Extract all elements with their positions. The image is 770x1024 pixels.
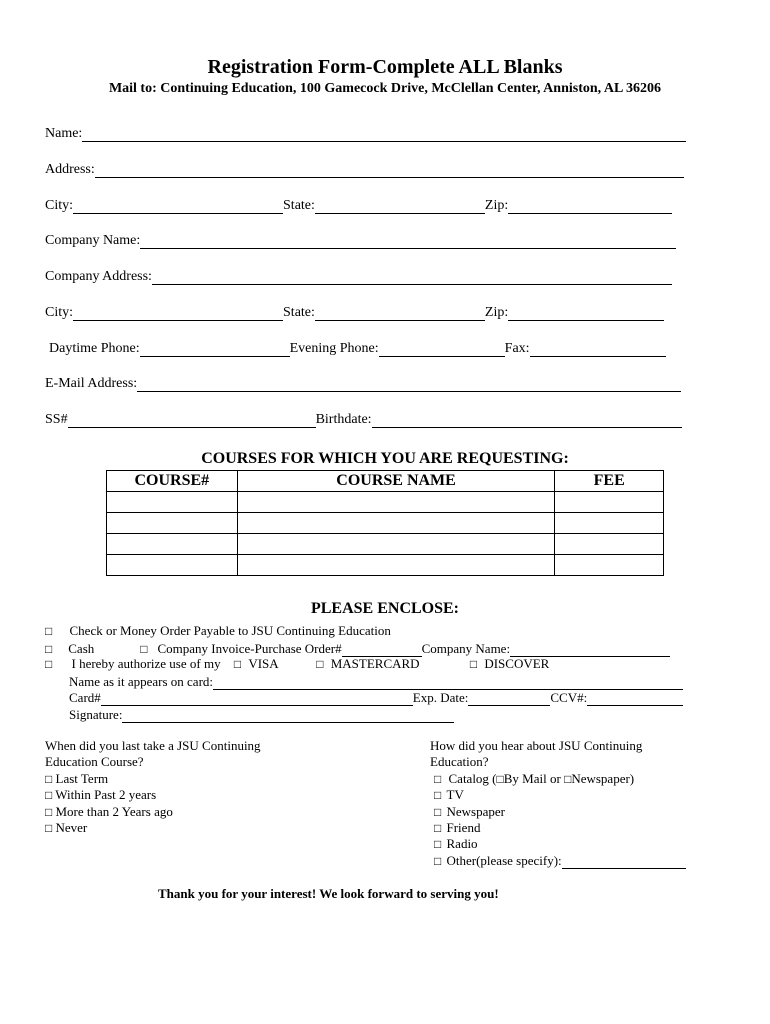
course-name-cell[interactable] <box>237 492 555 513</box>
course-number-cell[interactable] <box>107 534 238 555</box>
newspaper-catalog-checkbox[interactable]: □ <box>564 771 572 786</box>
course-name-header: COURSE NAME <box>237 471 555 492</box>
by-mail-checkbox[interactable]: □ <box>496 771 504 786</box>
other-checkbox[interactable]: □ <box>434 853 442 868</box>
table-row <box>107 555 664 576</box>
tv-checkbox[interactable]: □ <box>434 788 442 803</box>
phone-row <box>49 339 666 357</box>
company-invoice-label: Company Invoice-Purchase Order# <box>157 641 342 656</box>
company-state-label: State: <box>283 305 315 320</box>
company-city-field[interactable] <box>73 308 283 321</box>
daytime-phone-field[interactable] <box>140 344 290 357</box>
company-invoice-checkbox[interactable]: □ <box>140 642 148 656</box>
company-zip-label: Zip: <box>484 305 509 320</box>
hear-option[interactable]: □ Newspaper <box>434 803 505 819</box>
evening-phone-field[interactable] <box>379 344 505 357</box>
table-row <box>107 513 664 534</box>
company-city-label: City: <box>45 305 74 320</box>
last-course-option[interactable]: □ Within Past 2 years <box>45 787 157 803</box>
table-row <box>107 534 664 555</box>
mastercard-label: MASTERCARD <box>330 656 420 671</box>
ss-birthdate-row <box>45 410 682 428</box>
company-state-field[interactable] <box>315 308 485 321</box>
ccv-field[interactable] <box>587 693 683 706</box>
city-label: City: <box>45 198 74 213</box>
exp-date-field[interactable] <box>468 693 550 706</box>
check-money-checkbox[interactable]: □ <box>45 624 53 638</box>
course-number-cell[interactable] <box>107 555 238 576</box>
state-label: State: <box>283 198 315 213</box>
more-than-2-years-checkbox[interactable]: □ <box>45 804 53 819</box>
discover-checkbox[interactable]: □ <box>469 657 478 671</box>
fee-cell[interactable] <box>555 492 664 513</box>
company-city-state-zip-row <box>45 303 664 321</box>
hear-option-catalog[interactable]: □ Catalog (□By Mail or □Newspaper) <box>434 770 635 786</box>
hear-option[interactable]: □ TV <box>434 787 464 803</box>
thank-you-note: Thank you for your interest! We look forward to serving you! <box>158 886 499 901</box>
course-number-cell[interactable] <box>107 513 238 534</box>
fee-cell[interactable] <box>555 534 664 555</box>
address-field[interactable] <box>95 165 684 178</box>
fee-header: FEE <box>555 471 664 492</box>
company-name-field[interactable] <box>140 236 676 249</box>
company-name-label: Company Name: <box>45 233 141 248</box>
email-field[interactable] <box>137 379 681 392</box>
address-row <box>45 160 684 178</box>
company-zip-field[interactable] <box>508 308 664 321</box>
check-money-label: Check or Money Order Payable to JSU Continuing Education <box>69 623 391 638</box>
courses-header-row <box>107 471 664 492</box>
birthdate-label: Birthdate: <box>315 412 372 427</box>
courses-table <box>106 470 664 576</box>
city-state-zip-row <box>45 196 672 214</box>
cash-row <box>45 639 670 657</box>
company-address-label: Company Address: <box>45 269 152 284</box>
ccv-label: CCV#: <box>550 690 588 705</box>
company-name-payment-label: Company Name: <box>421 641 511 656</box>
table-row <box>107 492 664 513</box>
zip-field[interactable] <box>508 201 672 214</box>
fax-label: Fax: <box>504 341 530 356</box>
zip-label: Zip: <box>484 198 509 213</box>
course-name-cell[interactable] <box>237 534 555 555</box>
email-label: E-Mail Address: <box>45 376 138 391</box>
last-course-option[interactable]: □ More than 2 Years ago <box>45 803 173 819</box>
hear-option[interactable]: □ Other(please specify): <box>434 853 686 869</box>
authorize-checkbox[interactable]: □ <box>45 657 53 671</box>
evening-phone-label: Evening Phone: <box>289 341 379 356</box>
name-on-card-label: Name as it appears on card: <box>69 674 214 689</box>
daytime-phone-label: Daytime Phone: <box>49 341 140 356</box>
state-field[interactable] <box>315 201 485 214</box>
signature-label: Signature: <box>69 707 123 722</box>
within-2-years-checkbox[interactable]: □ <box>45 788 53 803</box>
check-money-row <box>45 623 391 639</box>
radio-checkbox[interactable]: □ <box>434 837 442 852</box>
exp-date-label: Exp. Date: <box>412 690 469 705</box>
mastercard-checkbox[interactable]: □ <box>316 657 324 671</box>
courses-heading: COURSES FOR WHICH YOU ARE REQUESTING: <box>201 450 569 467</box>
company-address-field[interactable] <box>152 272 672 285</box>
course-number-cell[interactable] <box>107 492 238 513</box>
signature-field[interactable] <box>122 710 454 723</box>
enclose-heading: PLEASE ENCLOSE: <box>310 600 460 617</box>
authorize-label: I hereby authorize use of my <box>71 656 221 671</box>
name-label: Name: <box>45 126 83 141</box>
card-row <box>69 688 683 706</box>
never-checkbox[interactable]: □ <box>45 821 53 836</box>
last-course-question-cont: Education Course? <box>45 754 144 770</box>
birthdate-field[interactable] <box>372 415 682 428</box>
last-course-option[interactable]: □ Last Term <box>45 770 109 786</box>
discover-label: DISCOVER <box>484 656 550 671</box>
newspaper-checkbox[interactable]: □ <box>434 804 442 819</box>
course-name-cell[interactable] <box>237 555 555 576</box>
last-course-section <box>45 738 261 836</box>
city-field[interactable] <box>73 201 283 214</box>
mail-to-address: Mail to: Continuing Education, 100 Gamecock Drive, McClellan Center, Anniston, AL 36206 <box>108 81 662 96</box>
cash-label: Cash <box>68 641 95 656</box>
last-course-question: When did you last take a JSU Continuing <box>45 738 261 753</box>
last-course-option[interactable]: □ Never <box>45 820 88 836</box>
ss-label: SS# <box>45 412 68 427</box>
course-name-cell[interactable] <box>237 513 555 534</box>
last-term-checkbox[interactable]: □ <box>45 771 53 786</box>
company-address-row <box>45 267 672 285</box>
cash-checkbox[interactable]: □ <box>45 642 53 656</box>
card-number-label: Card# <box>69 690 101 705</box>
hear-about-section <box>430 738 686 869</box>
hear-about-question-cont: Education? <box>430 754 489 770</box>
hear-option[interactable]: □ Friend <box>434 820 481 836</box>
form-title: Registration Form-Complete ALL Blanks <box>207 56 563 78</box>
visa-label: VISA <box>248 656 278 671</box>
hear-option[interactable]: □ Radio <box>434 836 478 852</box>
company-name-row <box>45 231 676 249</box>
email-row <box>45 374 681 392</box>
name-row <box>45 124 686 142</box>
fee-cell[interactable] <box>555 555 664 576</box>
friend-checkbox[interactable]: □ <box>434 821 442 836</box>
address-label: Address: <box>45 162 95 177</box>
ss-field[interactable] <box>68 415 316 428</box>
hear-about-question: How did you hear about JSU Continuing <box>430 738 643 753</box>
catalog-checkbox[interactable]: □ <box>434 771 442 786</box>
other-specify-field[interactable] <box>562 856 686 869</box>
visa-checkbox[interactable]: □ <box>233 657 242 671</box>
signature-row <box>69 705 454 723</box>
name-field[interactable] <box>82 129 686 142</box>
course-number-header: COURSE# <box>107 471 238 492</box>
fee-cell[interactable] <box>555 513 664 534</box>
authorize-row <box>45 656 549 672</box>
fax-field[interactable] <box>530 344 666 357</box>
